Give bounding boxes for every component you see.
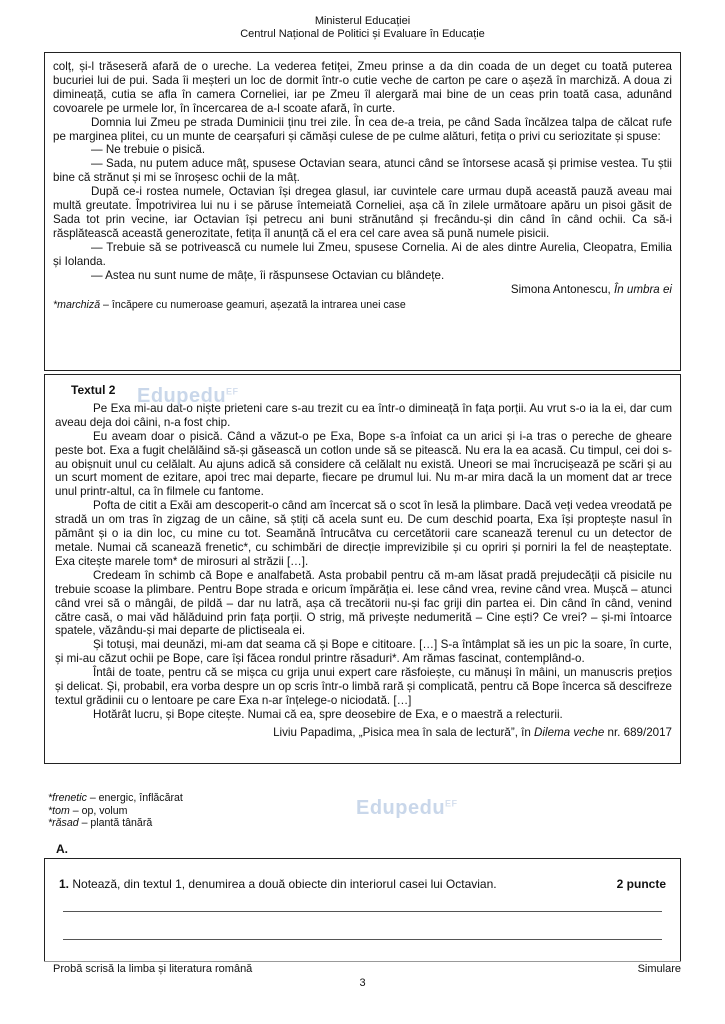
text2-source [55, 726, 672, 740]
footnote-definition: – energic, înflăcărat [86, 792, 183, 804]
text2-footnotes [48, 792, 183, 830]
footer-divider [44, 961, 681, 962]
page-header [0, 15, 725, 41]
text2-paragraph: Și totuși, mai deunăzi, mi-am dat seama că și Bope e cititoare. […] S-a întâmplat să ies un pic la soare, în curte, și mi-au căzut ochii pe Bope, care își făcea rondul printre răsaduri*. Am rămas fascinat, contemplând-o. [55, 638, 672, 666]
text1-source [53, 283, 672, 297]
text2-title: Textul 2 [71, 383, 116, 397]
text2-paragraph: Eu aveam doar o pisică. Când a văzut-o pe Exa, Bope s-a înfoiat ca un arici și i-a tras o pereche de gheare peste bot. Exa a fugit chelălăind să-și găsească un cotlon unde să se pitească. Nu era la ea acasă. Cu timpul, cei doi s-au obișnuit unul cu celălalt. Au ajuns adică să considere că celălalt nu există. Uneori se mai încrucișează pe scări și au un scurt moment de ezitare, apoi trec mai departe, fiecare pe drumul lui. Nu m-ar mira dacă la un moment dat ar trece unul printr-altul, ca în filmele cu fantome. [55, 429, 672, 499]
page-footer [53, 963, 681, 975]
footnote-definition: – încăpere cu numeroase geamuri, așezată la intrarea unei case [100, 299, 406, 312]
question-box [44, 858, 681, 962]
watermark-badge: EF [226, 386, 239, 397]
footnote-term: *tom [48, 804, 70, 817]
question-points: 2 puncte [616, 877, 666, 891]
text2-paragraph: Credeam în schimb că Bope e analfabetă. Asta probabil pentru că m-am lăsat pradă prejudecății că pisicile nu trebuie scoase la plimbare. Pentru Bope strada e oricum împărăția ei. Iese când vrea, revine când vrea. Mușcă – atunci când vrei să o mângâi, de pildă – dar nu latră, așa că trecătorii nu-și fac griji din partea ei. Din când în când, venind către casă, o mai văd hălăduind prin fața porții. O strig, mă privește nedumerită – Cine ești? Ce vrei? – și-mi întoarce spatele, văzându-și mai departe de plictiseala ei. [55, 568, 672, 638]
footnote-term: *răsad [48, 817, 79, 830]
answer-line[interactable] [63, 939, 662, 940]
watermark [356, 797, 458, 820]
text1-work-title: În umbra ei [614, 282, 672, 296]
text1-paragraph: Domnia lui Zmeu pe strada Duminicii ținu trei zile. În cea de-a treia, pe când Sada încălzea talpa de călcat rufe pe marginea plitei, cu un munte de cearșafuri și cămăși culese de pe culme alături, fetița o privi cu seriozitate și spuse: [53, 115, 672, 143]
watermark [137, 385, 239, 408]
text1-paragraph: — Astea nu sunt nume de mâțe, îi răspunsese Octavian cu blândețe. [91, 268, 445, 282]
text1-body [53, 60, 672, 312]
text2-box [44, 374, 681, 764]
page-number: 3 [359, 977, 366, 989]
question-1 [59, 877, 666, 891]
section-label: A. [56, 842, 68, 856]
question-number: 1. [59, 877, 70, 891]
footnote-term: *marchiză [53, 299, 101, 312]
text2-source-issue: nr. 689/2017 [604, 725, 672, 739]
ministry-name: Ministerul Educației [314, 15, 411, 27]
text1-paragraph: — Sada, nu putem aduce mâț, spusese Octavian seara, atunci când se întorsese acasă și primise vestea. Tu știi bine că strănut și mi se înroșesc ochii de la mâț. [53, 157, 672, 185]
watermark-badge: EF [445, 798, 458, 809]
watermark-text: Edupedu [356, 797, 446, 819]
center-name: Centrul Național de Politici și Evaluare în Educație [240, 28, 485, 40]
text2-source-journal: Dilema veche [534, 725, 605, 739]
text1-footnote [53, 299, 672, 312]
answer-line[interactable] [63, 911, 662, 912]
text1-paragraph: — Ne trebuie o pisică. [91, 143, 206, 157]
footnote-definition: – op, volum [69, 804, 128, 817]
footnote [48, 817, 183, 830]
footnote [48, 792, 183, 805]
text2-body [55, 384, 672, 740]
text1-paragraph: — Trebuie să se potrivească cu numele lui Zmeu, spusese Cornelia. Ai de ales dintre Aurelia, Cleopatra, Emilia și Iolanda. [53, 240, 672, 268]
exam-name: Probă scrisă la limba și literatura română [53, 963, 253, 975]
footnote-term: *frenetic [48, 792, 87, 804]
footnote-definition: – plantă tânără [78, 817, 153, 830]
text2-paragraph: Pofta de citit a Exăi am descoperit-o când am încercat să o scot în lesă la plimbare. Dacă veți vedea vreodată pe stradă un om tras în zigzag de un câine, să știți că acela sunt eu. De cum deschid poarta, Exa își proptește nasul în pământ și o ia din loc, cu mine cu tot. Seamănă întrucâtva cu cercetătorii care scanează terenul cu un detector de metale. Numai că scanează frenetic*, cu schimbări de direcție imprevizibile și cu opriri și porniri la fel de neașteptate. Exa citește marele tom* de mirosuri al străzii […]. [55, 499, 672, 568]
text1-paragraph: colț, și-l trăseseră afară de o ureche. La vederea fetiței, Zmeu prinse a da din coada de un deget cu toată puterea bucuriei lui de pui. Sada îi meșteri un loc de dormit într-o cutie veche de carton pe care o așeză în marchiză. A doua zi dimineață, cutia se afla în camera Corneliei, iar pe Zmeu îl alergară mai bine de un ceas prin toată casa, adunând covoarele pe urmele lor, în încercarea de a-l scoate afară, în curte. [53, 60, 672, 115]
text1-author: Simona Antonescu, [510, 282, 614, 296]
text2-source-author: Liviu Papadima, „Pisica mea în sala de lectură”, în [273, 725, 535, 739]
text2-paragraph: Hotărât lucru, și Bope citește. Numai că ea, spre deosebire de Exa, e o maestră a relecturii. [93, 707, 563, 721]
watermark-text: Edupedu [137, 385, 227, 407]
text2-paragraph: Întâi de toate, pentru că se mișca cu grija unui expert care răsfoiește, cu mănuși în mâini, un manuscris prețios și delicat. Și, probabil, era vorba despre un op scris într-o limbă rară și complicată, pentru că Bope încerca să descifreze textul grădinii cu o lentoare pe care Exa n-ar înțelege-o niciodată. […] [55, 666, 672, 707]
text1-box [44, 52, 681, 371]
exam-type: Simulare [637, 963, 681, 975]
text2-paragraph: Pe Exa mi-au dat-o niște prieteni care s-au trezit cu ea într-o dimineață în fața porții. Au vrut s-o ia la ei, dar cum aveau deja doi câini, n-a fost chip. [55, 401, 672, 429]
footnote [48, 805, 183, 818]
text1-paragraph: După ce-i rostea numele, Octavian își dregea glasul, iar cuvintele care urmau după această pauză aveau mai multă greutate. Împotrivirea lui nu i se păruse întemeiată Corneliei, așa că în zilele următoare apăru un pisoi găsit de Sada tot prin vecine, iar Octavian își petrecu ani buni strănutând și frecându-și din când în când ochii. Ca să-i răsplătească această generozitate, fetița îl anunță că el era cel care avea să pună numele pisicii. [53, 185, 672, 240]
question-text: Notează, din textul 1, denumirea a două obiecte din interiorul casei lui Octavian. [72, 877, 497, 891]
